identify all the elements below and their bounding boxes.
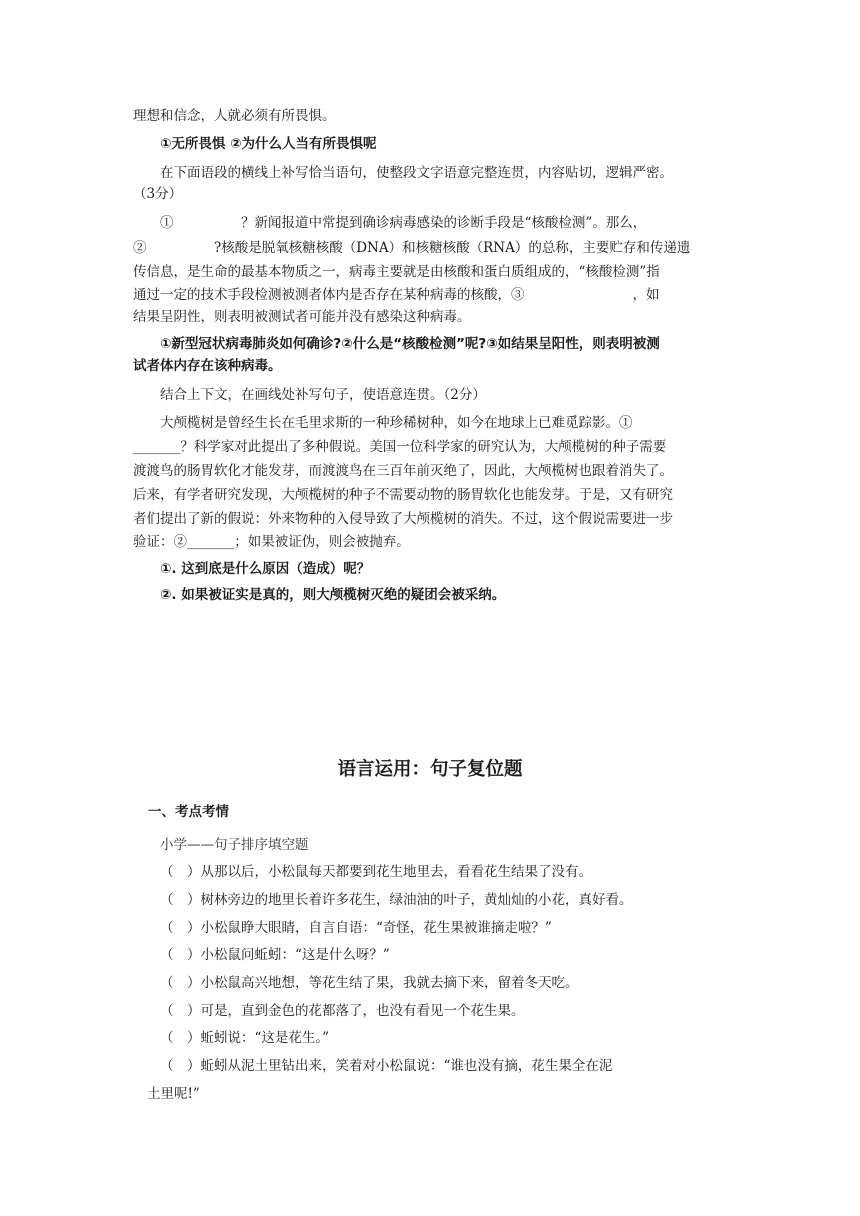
question-2-score: （3分） <box>133 186 183 202</box>
answer-3-line-2: ②. 如果被证实是真的，则大颅榄树灭绝的疑团会被采纳。 <box>160 587 506 603</box>
question-3-line-5: 者们提出了新的假说：外来物种的入侵导致了大颅榄树的消失。不过，这个假说需要进一步 <box>133 511 673 527</box>
question-2-line-4: 通过一定的技术手段检测被测者体内是否存在某种病毒的核酸，③ ，如 <box>133 287 660 303</box>
list-item: （ ）小松鼠睁大眼睛，自言自语：“奇怪，花生果被谁摘走啦？” <box>160 920 552 936</box>
question-3-instruction: 结合上下文，在画线处补写句子，使语意连贯。（2分） <box>160 387 486 403</box>
question-3-line-6: 验证：②_______；如果被证伪，则会被抛弃。 <box>133 534 410 550</box>
list-item: （ ）树林旁边的地里长着许多花生，绿油油的叶子，黄灿灿的小花，真好看。 <box>160 892 633 908</box>
section-heading: 一、考点考情 <box>148 804 229 820</box>
list-item: （ ）可是，直到金色的花都落了，也没有看见一个花生果。 <box>160 1003 525 1019</box>
list-item: （ ）从那以后，小松鼠每天都要到花生地里去，看看花生结果了没有。 <box>160 864 592 880</box>
list-item: （ ）蚯蚓说：“这是花生。” <box>160 1030 330 1046</box>
question-3-line-1: 大颅榄树是曾经生长在毛里求斯的一种珍稀树种，如今在地球上已难觅踪影。① <box>160 415 633 431</box>
question-3-line-2: _______？科学家对此提出了多种假说。美国一位科学家的研究认为，大颅榄树的种子需要 <box>133 439 667 455</box>
subheading: 小学——句子排序填空题 <box>160 837 309 853</box>
question-2-line-5: 结果呈阴性，则表明被测试者可能并没有感染这种病毒。 <box>133 309 471 325</box>
question-3-line-3: 渡渡鸟的肠胃软化才能发芽，而渡渡鸟在三百年前灭绝了，因此，大颅榄树也跟着消失了。 <box>133 463 673 479</box>
list-item: （ ）小松鼠问蚯蚓：“这是什么呀？” <box>160 947 390 963</box>
paragraph-tail: 理想和信念，人就必须有所畏惧。 <box>133 108 336 124</box>
question-2-line-3: 传信息，是生命的最基本物质之一，病毒主要就是由核酸和蛋白质组成的，“核酸检测”指 <box>133 264 660 280</box>
question-2-line-1: ① ？新闻报道中常提到确诊病毒感染的诊断手段是“核酸检测”。那么， <box>160 215 647 231</box>
answer-3-line-1: ①. 这到底是什么原因（造成）呢？ <box>160 561 371 577</box>
answer-2-line-2: 试者体内存在该种病毒。 <box>133 358 282 374</box>
question-2-instruction: 在下面语段的横线上补写恰当语句，使整段文字语意完整连贯，内容贴切，逻辑严密。 <box>160 165 673 181</box>
list-item: （ ）小松鼠高兴地想，等花生结了果，我就去摘下来，留着冬天吃。 <box>160 975 579 991</box>
answer-1: ①无所畏惧 ②为什么人当有所畏惧呢 <box>160 136 377 152</box>
question-2-line-2: ② ?核酸是脱氧核糖核酸（DNA）和核糖核酸（RNA）的总称，主要贮存和传递遗 <box>133 240 691 256</box>
question-3-line-4: 后来，有学者研究发现，大颅榄树的种子不需要动物的肠胃软化也能发芽。于是，又有研究 <box>133 487 673 503</box>
section-title: 语言运用：句子复位题 <box>337 759 523 780</box>
answer-2-line-1: ①新型冠状病毒肺炎如何确诊?②什么是“核酸检测”呢?③如结果呈阳性，则表明被测 <box>160 336 660 352</box>
list-item-continuation: 土里呢!” <box>147 1086 200 1102</box>
list-item: （ ）蚯蚓从泥土里钻出来，笑着对小松鼠说：“谁也没有摘，花生果全在泥 <box>160 1058 613 1074</box>
